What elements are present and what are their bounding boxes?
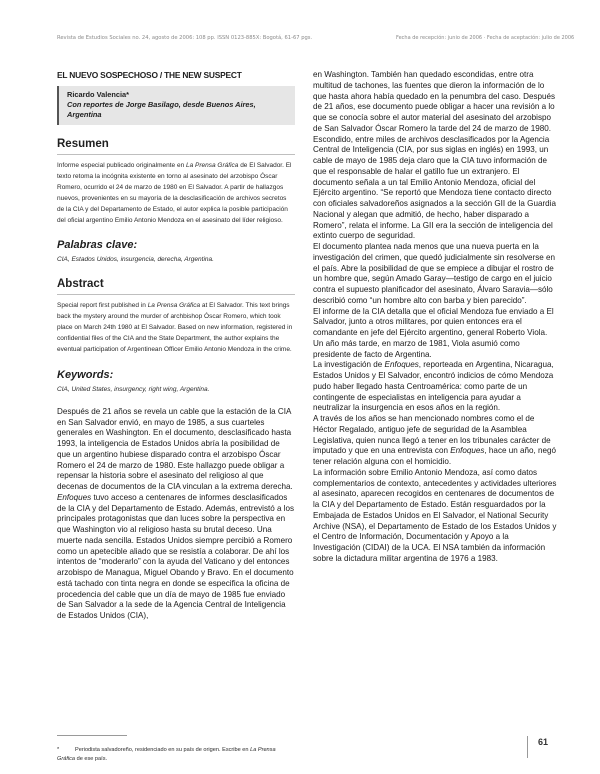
resumen-text: Informe especial publicado originalmente en La Prensa Gráfica de El Salvador. El texto retoma la incógnita existente en torno al asesinato del arzobispo Óscar Romero, ocurrido el 24 de marzo de 1980 en El Salvador. A partir de hallazgos nuevos, provenientes en su mayoría de la desclasificación de archivos secretos de la CIA y del Departamento de Estado, el autor explica la posible participación del oficial argentino Emilio Antonio Mendoza en el asesinato del líder religioso.	[57, 162, 292, 224]
body-paragraph: El informe de la CIA detalla que el oficial Mendoza fue enviado a El Salvador, junto a otros militares, por quien entonces era el comandante en jefe del Ejército argentino, general Roberto Viola. Un año más tarde, en marzo de 1981, Viola asumió como presidente de facto de Argentina.	[313, 306, 554, 359]
abstract-text: Special report first published in La Prensa Gráfica at El Salvador. This text brings back the mystery around the murder of archbishop Óscar Romero, which took place on March 24th 1980 at El Salvador. Based on new information, registered in confidential files of the CIA and the State Department, the author explains the eventual participation of Argentinean Officer Emilio Antonio Mendoza in the crime.	[57, 302, 293, 354]
article-title: EL NUEVO SOSPECHOSO / THE NEW SUSPECT	[57, 70, 242, 80]
body-paragraph: El documento plantea nada menos que una nueva puerta en la investigación del crimen, que quedó judicialmente sin resolverse en el país. Abre la posibilidad de que se empiece a dibujar el rostro de un hombre que, según Amado Garay—testigo de cargo en el juicio contra el supuesto planificador del asesinato, Álvaro Saravia—sólo describió como “un hombre alto con barba y bien parecido”.	[313, 242, 556, 305]
footnote-divider	[57, 735, 127, 736]
abstract-heading: Abstract	[57, 277, 295, 295]
footnote: * Periodista salvadoreño, residenciado en su país de origen. Escribe en La Prensa Gráfica de ese país.	[57, 747, 276, 762]
article-dates: Fecha de recepción: junio de 2006 · Fecha de aceptación: julio de 2006	[396, 35, 575, 41]
left-column	[57, 70, 295, 622]
palabras-clave-text: CIA, Estados Unidos, insurgencia, derecha, Argentina.	[57, 256, 214, 264]
body-paragraph: La investigación de Enfoques, reporteada en Argentina, Nicaragua, Estados Unidos y El Salvador, encontró indicios de cómo Mendoza pudo haber llegado hasta Centroamérica: como parte de un contingente de especialistas en inteligencia para ayudar a neutralizar la insurgencia en esos años en la región.	[313, 360, 554, 413]
keywords-text: CIA, United States, insurgency, right wing, Argentina.	[57, 385, 210, 393]
author-note: Con reportes de Jorge Basilago, desde Buenos Aires, Argentina	[67, 100, 256, 119]
resumen-heading: Resumen	[57, 137, 295, 155]
journal-header: Revista de Estudios Sociales no. 24, agosto de 2006: 108 pp. ISSN 0123-885X: Bogotá, 61-67 pgs.	[57, 35, 313, 41]
author-name: Ricardo Valencia*	[67, 90, 130, 99]
body-paragraph: Después de 21 años se revela un cable que la estación de la CIA en San Salvador envió, en mayo de 1985, a sus cuarteles generales en Washington. En el documento, desclasificado hasta 1993, la inteligencia de Estados Unidos abría la posibilidad de que un argentino hubiese disparado contra el arzobispo Óscar Romero el 24 de marzo de 1980. Este hallazgo puede obligar a repensar la historia sobre el asesinato del religioso al que decenas de documentos de la CIA vinculan a la extrema derecha. Enfoques tuvo acceso a centenares de informes desclasificados de la CIA y del Departamento de Estado. Además, entrevistó a los principales protagonistas que dan luces sobre la perspectiva en que Washington vio al religioso hasta su brutal deceso. Una muerte nada sencilla. Estados Unidos siempre percibió a Romero como un apetecible aliado que se resistía a colaborar. De ahí los intentos de “moderarlo” con la ayuda del Vaticano y del entonces arzobispo de Managua, Miguel Obando y Bravo. En el documento está tachado con tinta negra en donde se especifica la oficina de procedencia del cable que un día de mayo de 1985 fue enviado de San Salvador a la sede de la Agencia Central de Inteligencia de Estados Unidos (CIA),	[57, 406, 295, 621]
body-paragraph: La información sobre Emilio Antonio Mendoza, así como datos complementarios de contexto, antecedentes y actividades ulteriores al asesinato, aparecen recogidos en centenares de documentos de la CIA y del Departamento de Estado. Están resguardados por la Embajada de Estados Unidos en El Salvador, el National Security Archive (NSA), el Departamento de Estado de los Estados Unidos y el Centro de Información, Documentación y Apoyo a la Investigación (CIDAI) de la UCA. El NSA también da información sobre la dictadura militar argentina de 1976 a 1983.	[313, 467, 557, 563]
page-number: 61	[527, 736, 548, 758]
footnote-mark: *	[57, 747, 60, 753]
keywords-heading: Keywords:	[57, 368, 114, 381]
body-paragraph: en Washington. También han quedado escondidas, entre otra multitud de tachones, las fuentes que dieron la información de lo que hasta ahora había quedado en la penumbra del caso. Después de 21 años, ese documento puede obligar a hacer una revisión a lo que se conocía sobre el autor material del asesinato del arzobispo de San Salvador Óscar Romero la tarde del 24 de marzo de 1980. Escondido, entre miles de archivos desclasificados por la Agencia Central de Inteligencia (CIA, por sus siglas en inglés) en 1993, un cable de mayo de 1985 deja claro que la CIA tuvo información de que el responsable de halar el gatillo fue un extranjero. El documento señala a un tal Emilio Antonio Mendoza, oficial del Ejército argentino. “Se reportó que Mendoza tiene contacto directo con oficiales salvadoreños asignados a la sección GII de la Guardia Nacional y alegan que admitió, de hecho, haber disparado a Romero”, relata el informe. La GII era la sección de inteligencia del extinto cuerpo de seguridad.	[313, 70, 556, 241]
body-paragraph: A través de los años se han mencionado nombres como el de Héctor Regalado, antiguo jefe de seguridad de la Asamblea Legislativa, quien nunca llegó a tener en los tribunales carácter de imputado y que en una entrevista con Enfoques, hace un año, negó tener relación alguna con el homicidio.	[313, 414, 556, 466]
palabras-clave-heading: Palabras clave:	[57, 239, 138, 252]
right-column	[313, 70, 558, 565]
author-box	[57, 86, 295, 125]
